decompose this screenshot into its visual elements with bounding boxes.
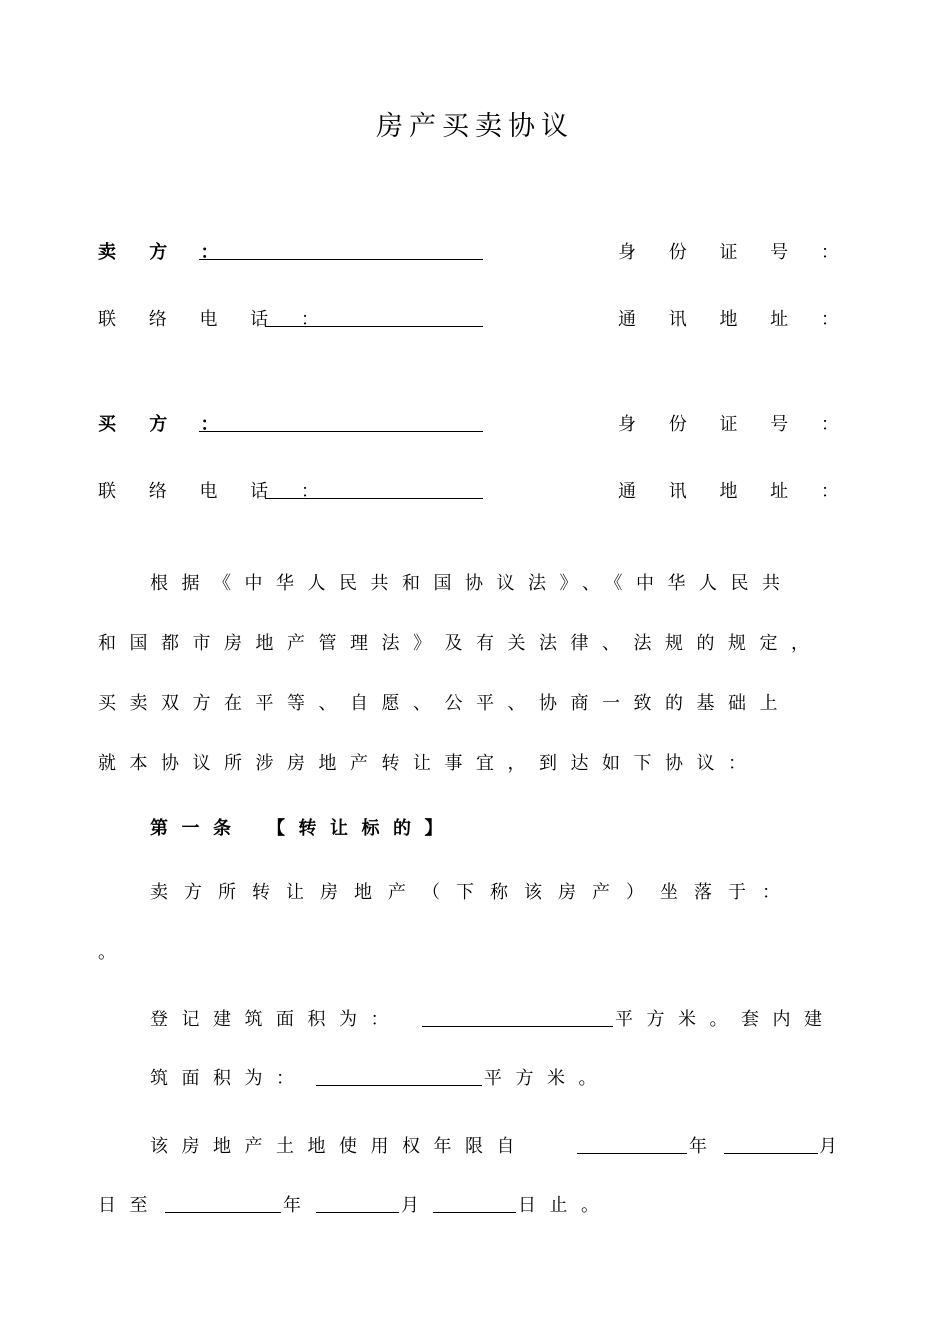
land-start-month-line[interactable] [724,1153,818,1154]
registered-area-label: 登记建筑面积为： [150,1009,402,1030]
inner-area-unit: 平方米。 [484,1068,610,1089]
land-end-day-unit: 日止。 [518,1195,613,1216]
seller-address-label: 通 讯 地 址 ： [618,309,853,330]
property-location-line: 卖方所转让房地产（下称该房产）坐落于： [150,882,796,903]
buyer-phone-label: 联 络 电 话 ： [98,481,333,502]
land-end-year-unit: 年 [283,1195,301,1216]
inner-area-line[interactable] [316,1085,482,1086]
seller-name-line[interactable] [199,259,483,260]
article-1-heading: 第一条 【转让标的】 [150,818,456,839]
seller-phone-label: 联 络 电 话 ： [98,309,333,330]
property-location-end: 。 [98,942,116,963]
inner-area-label: 筑面积为： [150,1068,308,1089]
seller-phone-line[interactable] [265,326,483,327]
preamble-line-4: 就本协议所涉房地产转让事宜，到达如下协议： [98,753,760,774]
document-title: 房产买卖协议 [376,111,574,142]
land-end-month-line[interactable] [316,1212,399,1213]
land-end-year-line[interactable] [165,1212,281,1213]
land-start-year-line[interactable] [577,1153,687,1154]
registered-area-line[interactable] [422,1026,613,1027]
registered-area-unit: 平方米。套内建 [615,1009,836,1030]
land-end-month-unit: 月 [401,1195,419,1216]
buyer-phone-line[interactable] [265,498,483,499]
land-start-year-unit: 年 [689,1136,707,1157]
preamble-line-1: 根据《中华人民共和国协议法》、《中华人民共 [150,573,794,594]
preamble-line-2: 和国都市房地产管理法》及有关法律、法规的规定， [98,633,823,654]
seller-label: 卖 方 ： [98,242,233,263]
seller-id-label: 身 份 证 号 ： [618,242,853,263]
preamble-line-3: 买卖双方在平等、自愿、公平、协商一致的基础上 [98,693,791,714]
land-start-month-unit: 月 [819,1136,837,1157]
buyer-label: 买 方 ： [98,414,233,435]
buyer-name-line[interactable] [199,431,483,432]
land-end-day-line[interactable] [433,1212,516,1213]
buyer-address-label: 通 讯 地 址 ： [618,481,853,502]
buyer-id-label: 身 份 证 号 ： [618,414,853,435]
land-end-label: 日至 [98,1195,161,1216]
land-use-label: 该房地产土地使用权年限自 [150,1136,528,1157]
